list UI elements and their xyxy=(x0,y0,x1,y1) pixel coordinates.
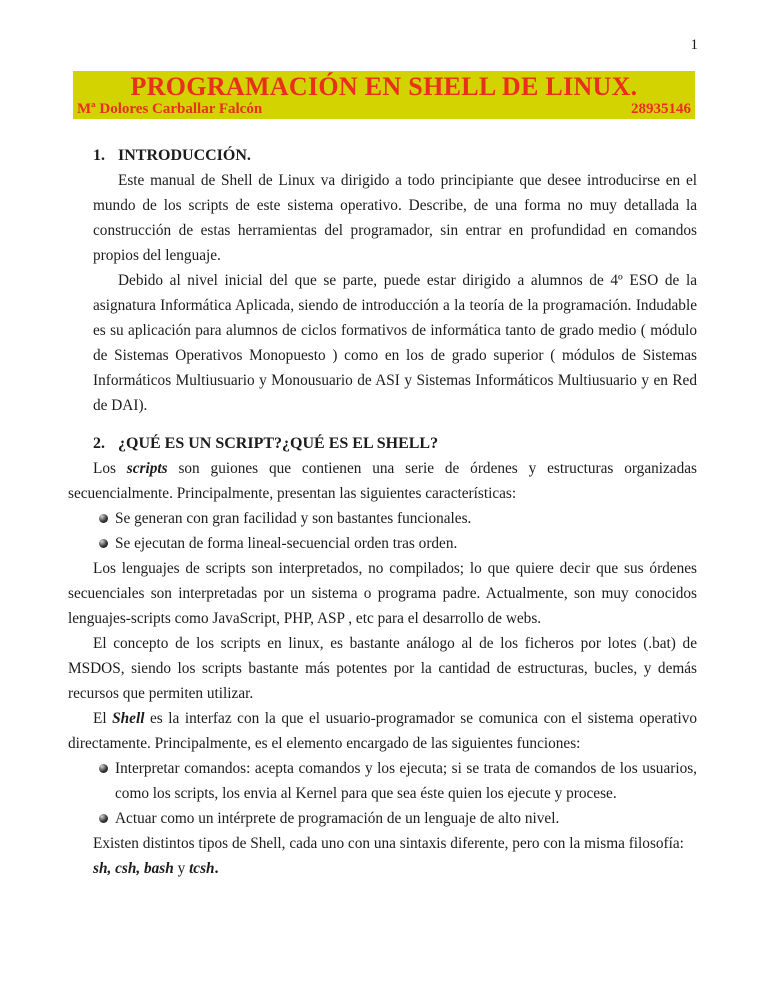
paragraph xyxy=(93,268,697,418)
list-item xyxy=(99,756,697,806)
paragraph xyxy=(68,556,697,631)
section-heading xyxy=(68,431,697,456)
bullet-list xyxy=(99,756,697,831)
text-run: El xyxy=(93,710,113,727)
text-run: Debido al nivel inicial del que se parte, puede estar dirigido a alumnos de 4º ESO de la asignatura Informática Aplicada, siendo de introducción a la teoría de la programación. Indudable es su aplicación para alumnos de ciclos formativos de informática tanto de grado medio ( módulo de Sistemas Operativos Monopuesto ) como en los de grado superior ( módulos de Sistemas Informáticos Multiusuario y Monousuario de ASI y Sistemas Informáticos Multiusuario y en Red de DAI). xyxy=(93,272,697,414)
ball-bullet-icon xyxy=(99,764,108,773)
document-body xyxy=(68,143,697,881)
author-name: Mª Dolores Carballar Falcón xyxy=(77,101,263,117)
bullet-text xyxy=(115,531,697,556)
text-run: El concepto de los scripts en linux, es bastante análogo al de los ficheros por lotes (.bat) de MSDOS, siendo los scripts bastante más potentes por la cantidad de estructuras, bucles, y demás recursos que permiten utilizar. xyxy=(68,635,697,702)
ball-bullet-icon xyxy=(99,814,108,823)
paragraph xyxy=(68,631,697,706)
text-run: Los xyxy=(93,460,127,477)
paragraph xyxy=(93,168,697,268)
banner-subrow xyxy=(73,101,695,119)
text-run: tcsh xyxy=(189,860,215,877)
title-banner xyxy=(73,71,695,119)
text-run: son guiones que contienen una serie de órdenes y estructuras organizadas secuencialmente. Principalmente, presentan las siguientes características: xyxy=(68,460,697,502)
heading-number: 2. xyxy=(93,435,105,452)
author-code: 28935146 xyxy=(631,101,691,117)
text-run: Se ejecutan de forma lineal-secuencial orden tras orden. xyxy=(115,535,458,552)
paragraph xyxy=(68,456,697,506)
list-item xyxy=(99,806,697,831)
ball-bullet-icon xyxy=(99,514,108,523)
text-run: Existen distintos tipos de Shell, cada uno con una sintaxis diferente, pero con la misma filosofía: xyxy=(93,835,684,852)
document-title: PROGRAMACIÓN EN SHELL DE LINUX. xyxy=(130,72,638,101)
paragraph xyxy=(68,706,697,756)
text-run: Este manual de Shell de Linux va dirigido a todo principiante que desee introducirse en el mundo de los scripts de este sistema operativo. Describe, de una forma no muy detallada la construcción de estas herramientas del programador, sin entrar en profundidad en comandos propios del lenguaje. xyxy=(93,172,697,264)
list-item xyxy=(99,531,697,556)
text-run: Actuar como un intérprete de programación de un lenguaje de alto nivel. xyxy=(115,810,560,827)
text-run: es la interfaz con la que el usuario-programador se comunica con el sistema operativo directamente. Principalmente, es el elemento encargado de las siguientes funciones: xyxy=(68,710,698,752)
text-run: Interpretar comandos: acepta comandos y los ejecuta; si se trata de comandos de los usuarios, como los scripts, los envia al Kernel para que sea éste quien los ejecute y procese. xyxy=(115,760,697,802)
text-run: y xyxy=(173,860,190,877)
bullet-text xyxy=(115,506,697,531)
heading-text: ¿QUÉ ES UN SCRIPT?¿QUÉ ES EL SHELL? xyxy=(118,435,439,452)
text-run: Los lenguajes de scripts son interpretados, no compilados; lo que quiere decir que sus órdenes secuenciales son interpretadas por un sistema o programa padre. Actualmente, son muy conocidos lenguajes-scripts como JavaScript, PHP, ASP , etc para el desarrollo de webs. xyxy=(68,560,697,627)
bullet-text xyxy=(115,756,697,806)
bullet-text xyxy=(115,806,697,831)
bullet-list xyxy=(99,506,697,556)
list-item xyxy=(99,506,697,531)
section-heading xyxy=(68,143,697,168)
heading-text: INTRODUCCIÓN. xyxy=(118,147,251,164)
ball-bullet-icon xyxy=(99,539,108,548)
paragraph xyxy=(68,856,697,881)
text-run: sh, csh, bash xyxy=(93,860,174,877)
page-number: 1 xyxy=(690,37,698,53)
text-run: Shell xyxy=(112,710,145,727)
text-run: Se generan con gran facilidad y son bastantes funcionales. xyxy=(115,510,472,527)
paragraph xyxy=(68,831,697,856)
text-run: scripts xyxy=(126,460,168,477)
heading-number: 1. xyxy=(93,147,105,164)
text-run: . xyxy=(214,860,219,877)
